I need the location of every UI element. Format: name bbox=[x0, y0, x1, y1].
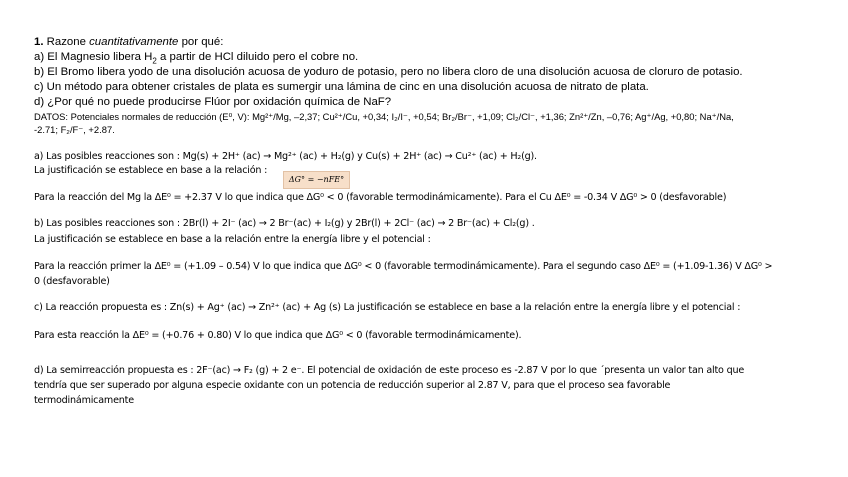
answer-a-conclusion: Para la reacción del Mg la ΔE⁰ = +2.37 V lo que indica que ΔG⁰ < 0 (favorable termodinámicamente). Para el Cu ΔE⁰ = -0.34 V ΔG⁰ > 0 (desfavorable) bbox=[34, 192, 727, 203]
answer-a-justification: La justificación se establece en base a la relación : bbox=[34, 165, 268, 176]
question-d: d) ¿Por qué no puede producirse Flúor por oxidación química de NaF? bbox=[34, 96, 392, 108]
question-b: b) El Bromo libera yodo de una disolución acuosa de yoduro de potasio, pero no libera cloro de una disolución acuosa de cloruro de potasio. bbox=[34, 66, 743, 78]
answer-b-conclusion-end: 0 (desfavorable) bbox=[34, 276, 110, 287]
answer-c-conclusion: Para esta reacción la ΔE⁰ = (+0.76 + 0.80) V lo que indica que ΔG⁰ < 0 (favorable termodinámicamente). bbox=[34, 330, 522, 341]
question-intro-end: por qué: bbox=[181, 36, 224, 48]
answer-d-line-2: tendría que ser superado por alguna especie oxidante con un potencia de reducción superior al 2.87 V, para que el proceso sea favorable bbox=[34, 380, 671, 391]
answer-a-reactions: a) Las posibles reacciones son : Mg(s) + 2H⁺ (ac) → Mg²⁺ (ac) + H₂(g) y Cu(s) + 2H⁺ (ac) → Cu²⁺ (ac) + H₂(g). bbox=[34, 151, 537, 162]
gibbs-formula-box: ΔG° = −nFE° bbox=[283, 171, 350, 189]
question-c: c) Un método para obtener cristales de plata es sumergir una lámina de cinc en una disolución acuosa de nitrato de plata. bbox=[34, 81, 649, 93]
question-a: a) El Magnesio libera $H_2$ a partir de HCl diluido pero el cobre no. bbox=[34, 51, 359, 66]
answer-d-line-3: termodinámicamente bbox=[34, 395, 134, 406]
question-number: 1. bbox=[34, 36, 44, 48]
question-intro-emphasis: cuantitativamente bbox=[89, 36, 179, 48]
datos-line-1: DATOS: Potenciales normales de reducción (E⁰, V): Mg²⁺/Mg, –2,37; Cu²⁺/Cu, +0,34; I₂/I⁻, +0,54; Br₂/Br⁻, +1,09; Cl₂/Cl⁻, +1,36; Zn²⁺/Zn, –0,76; Ag⁺/Ag, +0,80; Na⁺/Na, bbox=[34, 111, 734, 122]
question-intro bbox=[34, 36, 223, 48]
answer-b-conclusion: Para la reacción primer la ΔE⁰ = (+1.09 – 0.54) V lo que indica que ΔG⁰ < 0 (favorable termodinámicamente). Para el segundo caso ΔE⁰ = (+1.09-1.36) V ΔG⁰ > bbox=[34, 261, 773, 272]
answer-c-reaction: c) La reacción propuesta es : Zn(s) + Ag⁺ (ac) → Zn²⁺ (ac) + Ag (s) La justificación se establece en base a la relación entre la energía libre y el potencial : bbox=[34, 302, 741, 313]
answer-b-justification: La justificación se establece en base a la relación entre la energía libre y el potencial : bbox=[34, 234, 431, 245]
question-intro-text: Razone bbox=[46, 36, 86, 48]
answer-b-reactions: b) Las posibles reacciones son : 2Br(l) + 2I⁻ (ac) → 2 Br⁻(ac) + I₂(g) y 2Br(l) + 2Cl⁻ (ac) → 2 Br⁻(ac) + Cl₂(g) . bbox=[34, 218, 535, 229]
answer-d-line-1: d) La semirreacción propuesta es : 2F⁻(ac) → F₂ (g) + 2 e⁻. El potencial de oxidación de este proceso es -2.87 V por lo que ´presenta un valor tan alto que bbox=[34, 365, 745, 376]
datos-line-2: -2.71; F₂/F⁻, +2.87. bbox=[34, 124, 115, 135]
